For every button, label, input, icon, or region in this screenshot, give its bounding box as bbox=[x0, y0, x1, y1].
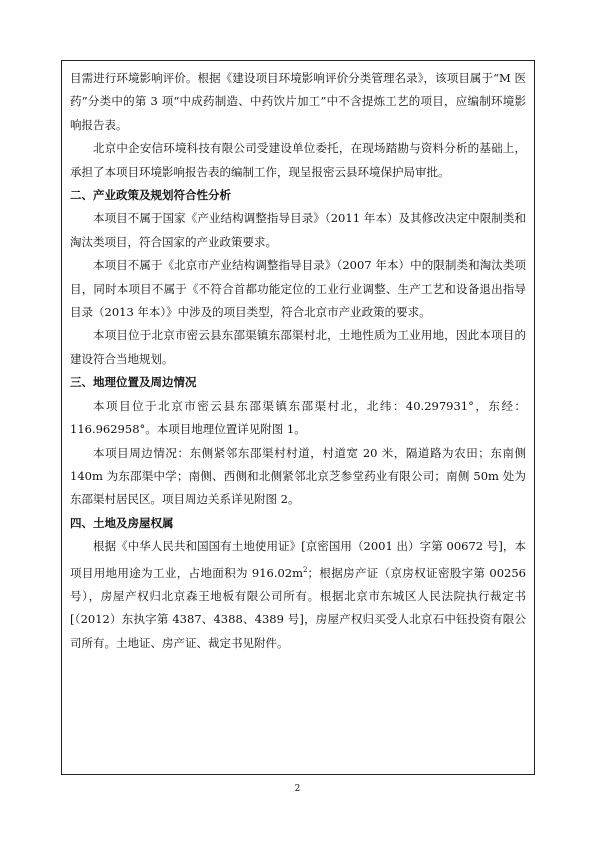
section-heading-industry-policy: 二、产业政策及规划符合性分析 bbox=[70, 188, 231, 203]
intro-paragraph-commission: 北京中企安信环境科技有限公司受建设单位委托，在现场踏勘与资料分析的基础上，承担了本项目环境影响报告表的编制工作，现呈报密云县环境保护局审批。 bbox=[70, 141, 526, 179]
report-table-frame bbox=[61, 60, 535, 775]
land-ownership-text-part-1: 根据《中华人民共和国国有土地使用证》[京密国用（2001 出）字第 00672 号]，本项目用地用途为工业，占地面积为 916.02m bbox=[70, 539, 526, 580]
land-ownership-text-part-2: ；根据房产证（京房权证密股字第 00256 号），房屋产权归北京森王地板有限公司所有。根据北京市东城区人民法院执行裁定书[（2012）东执字第 4387、4388、4389 号]，房屋产权归买受人北京石中钰投资有限公司所有。土地证、房产证、裁定书见附件。 bbox=[70, 565, 526, 650]
industry-policy-paragraph-2: 本项目不属于《北京市产业结构调整指导目录》（2007 年本）中的限制类和淘汰类项目，同时本项目不属于《不符合首都功能定位的工业行业调整、生产工艺和设备退出指导目录（2013 年本）》中涉及的项目类型，符合北京市产业政策的要求。 bbox=[70, 258, 526, 320]
intro-paragraph-continued: 目需进行环境影响评价。根据《建设项目环境影响评价分类管理名录》，该项目属于“M 医药”分类中的第 3 项“中成药制造、中药饮片加工”中不含提炼工艺的项目，应编制环境影响报告表。 bbox=[70, 71, 526, 132]
location-paragraph-2: 本项目周边情况：东侧紧邻东邵渠村村道，村道宽 20 米，隔道路为农田；东南侧 140m 为东邵渠中学；南侧、西侧和北侧紧邻北京芝参堂药业有限公司；南侧 50m 处为东邵渠村居民区。项目周边关系详见附图 2。 bbox=[70, 445, 526, 507]
page-number: 2 bbox=[294, 784, 301, 794]
section-heading-location: 三、地理位置及周边情况 bbox=[70, 375, 197, 390]
industry-policy-paragraph-1: 本项目不属于国家《产业结构调整指导目录》（2011 年本）及其修改决定中限制类和淘汰类项目，符合国家的产业政策要求。 bbox=[70, 211, 526, 249]
section-heading-land-ownership: 四、土地及房屋权属 bbox=[70, 515, 174, 530]
area-unit-superscript: 2 bbox=[303, 565, 308, 574]
industry-policy-paragraph-3: 本项目位于北京市密云县东邵渠镇东邵渠村北，土地性质为工业用地，因此本项目的建设符合当地规划。 bbox=[70, 328, 526, 366]
location-paragraph-1: 本项目位于北京市密云县东邵渠镇东邵渠村北，北纬：40.297931°，东经：116.962958°。本项目地理位置详见附图 1。 bbox=[70, 398, 526, 437]
land-ownership-paragraph bbox=[70, 535, 526, 655]
